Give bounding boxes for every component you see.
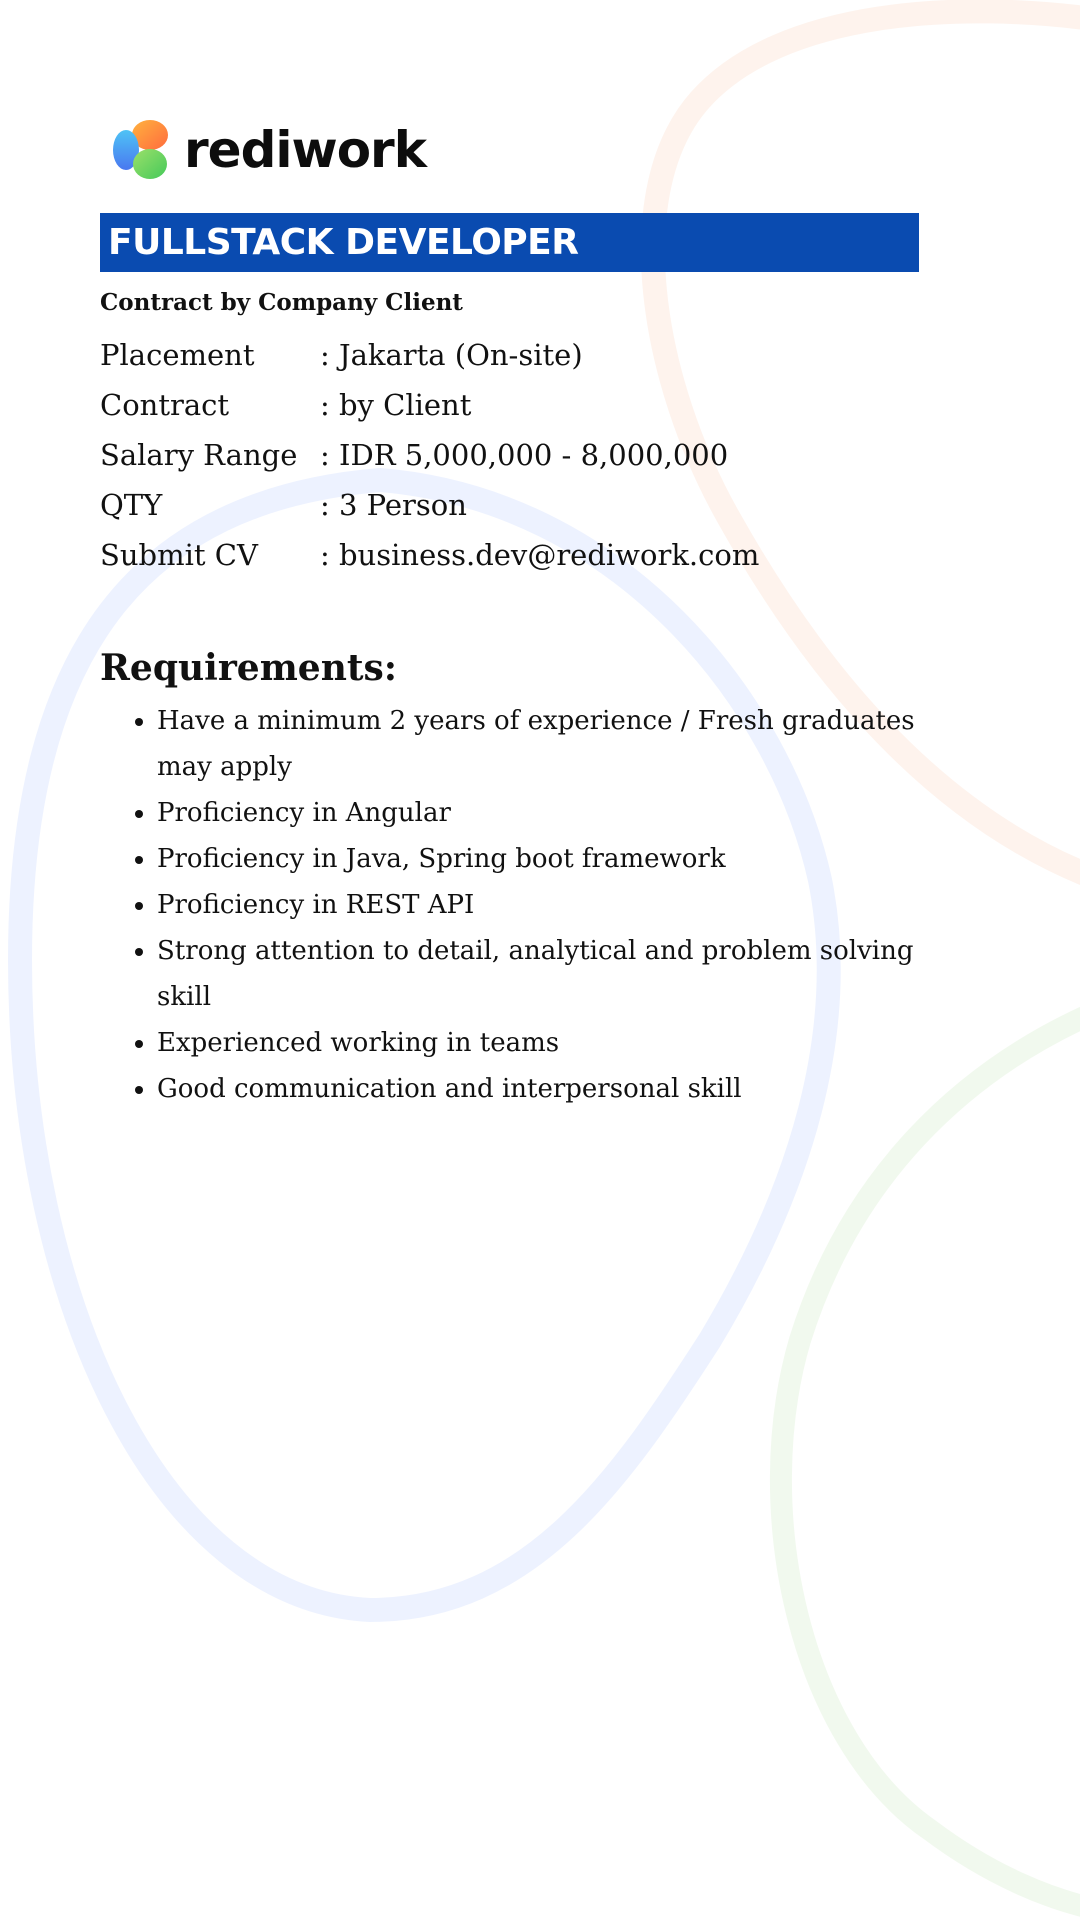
brand-name: rediwork <box>184 121 426 179</box>
detail-label: Placement <box>100 338 255 372</box>
detail-label: Contract <box>100 388 230 422</box>
detail-label: Salary Range <box>100 438 298 472</box>
job-details <box>100 330 960 580</box>
detail-row-submit-cv <box>100 530 960 580</box>
detail-value: : Jakarta (On-site) <box>320 338 583 372</box>
list-item: • Experienced working in teams <box>157 1020 957 1066</box>
job-posting <box>100 110 960 1112</box>
list-item: • Proficiency in Java, Spring boot framework <box>157 836 957 882</box>
requirements-list <box>100 698 960 1112</box>
detail-row-salary-range <box>100 430 960 480</box>
detail-row-contract <box>100 380 960 430</box>
rediwork-logo-icon <box>112 118 174 182</box>
detail-row-placement <box>100 330 960 380</box>
detail-label: Submit CV <box>100 538 258 572</box>
brand-logo <box>112 110 960 190</box>
requirements-heading: Requirements: <box>100 647 398 689</box>
detail-value: : business.dev@rediwork.com <box>320 538 760 572</box>
detail-value: : by Client <box>320 388 472 422</box>
detail-value: : 3 Person <box>320 488 467 522</box>
detail-row-qty <box>100 480 960 530</box>
detail-value: : IDR 5,000,000 - 8,000,000 <box>320 438 729 472</box>
contract-subtitle: Contract by Company Client <box>100 289 463 316</box>
list-item: • Proficiency in REST API <box>157 882 957 928</box>
list-item: • Have a minimum 2 years of experience / Fresh graduates may apply <box>157 698 957 790</box>
job-title-banner: FULLSTACK DEVELOPER <box>100 213 919 272</box>
list-item: • Proficiency in Angular <box>157 790 957 836</box>
detail-label: QTY <box>100 488 163 522</box>
list-item: • Strong attention to detail, analytical and problem solving skill <box>157 928 957 1020</box>
list-item: • Good communication and interpersonal skill <box>157 1066 957 1112</box>
